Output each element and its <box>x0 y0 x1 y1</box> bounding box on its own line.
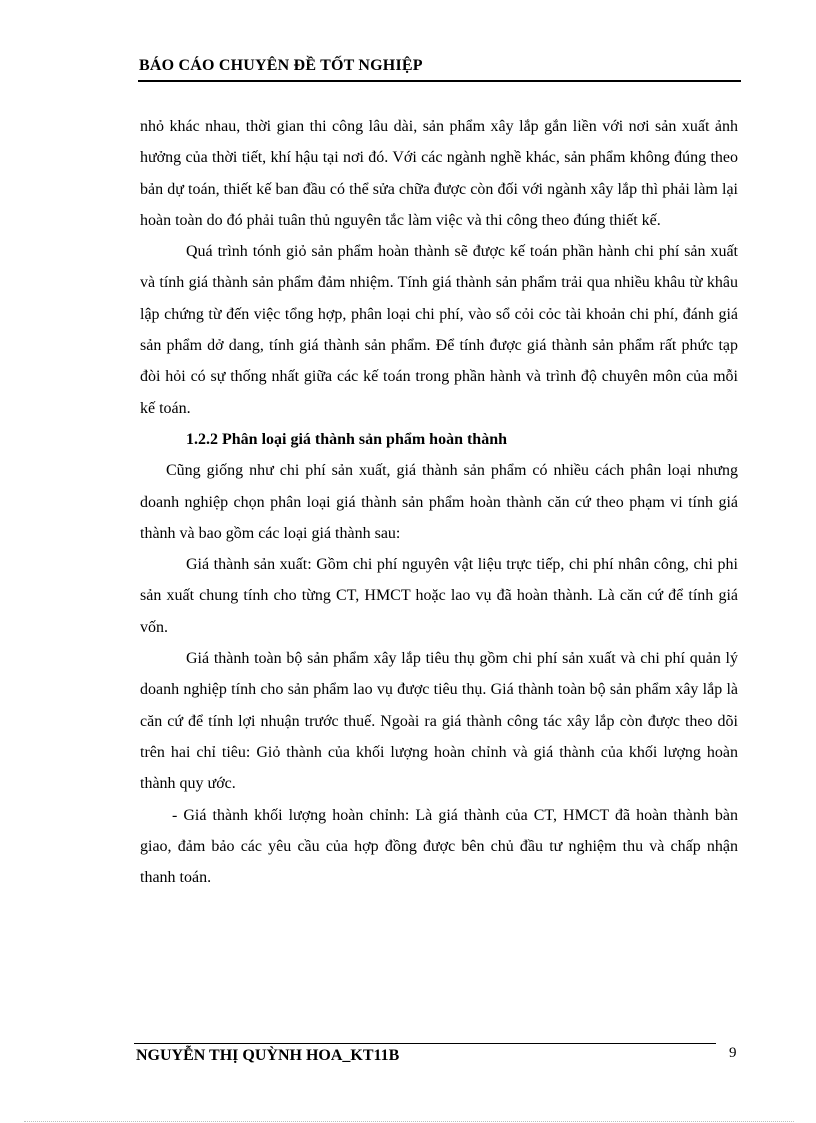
footer-rule <box>134 1043 716 1044</box>
footer-author: NGUYỄN THỊ QUỲNH HOA_KT11B <box>136 1047 400 1064</box>
page-bottom-edge <box>24 1121 794 1122</box>
paragraph-total-cost: Giá thành toàn bộ sản phẩm xây lắp tiêu thụ gồm chi phí sản xuất và chi phí quản lý doanh nghiệp tính cho sản phẩm lao vụ được tiêu thụ. Giá thành toàn bộ sản phẩm xây lắp là căn cứ để tính lợi nhuận trước thuế. Ngoài ra giá thành công tác xây lắp còn được theo dõi trên hai chỉ tiêu: Giỏ thành của khối lượng hoàn chỉnh và giá thành của khối lượng hoàn thành quy ước. <box>140 650 738 793</box>
header-rule <box>138 80 741 82</box>
body-text <box>140 111 738 893</box>
paragraph-complete-volume: - Giá thành khối lượng hoàn chỉnh: Là giá thành của CT, HMCT đã hoàn thành bàn giao, đảm bảo các yêu cầu của hợp đồng được bên chủ đầu tư nghiệm thu và chấp nhận thanh toán. <box>140 806 738 887</box>
paragraph-process: Quá trình tónh giỏ sản phẩm hoàn thành sẽ được kế toán phần hành chi phí sản xuất và tính giá thành sản phẩm đảm nhiệm. Tính giá thành sản phẩm trải qua nhiều khâu từ khâu lập chứng từ đến việc tổng hợp, phân loại chi phí, vào sổ cỏi cỏc tài khoản chi phí, đánh giá sản phẩm dở dang, tính giá thành sản phẩm. Để tính được giá thành sản phẩm rất phức tạp đòi hỏi có sự thống nhất giữa các kế toán trong phần hành và trình độ chuyên môn của mỗi kế toán. <box>140 243 738 417</box>
paragraph-production-cost: Giá thành sản xuất: Gồm chi phí nguyên vật liệu trực tiếp, chi phí nhân công, chi phi sản xuất chung tính cho từng CT, HMCT hoặc lao vụ đã hoàn thành. Là căn cứ để tính giá vốn. <box>140 556 738 636</box>
section-heading: 1.2.2 Phân loại giá thành sản phẩm hoàn thành <box>186 430 507 448</box>
page-number: 9 <box>729 1045 737 1061</box>
running-header-title: BÁO CÁO CHUYÊN ĐỀ TỐT NGHIỆP <box>139 57 423 74</box>
paragraph-classification: Cũng giống như chi phí sản xuất, giá thành sản phẩm có nhiều cách phân loại nhưng doanh nghiệp chọn phân loại giá thành sản phẩm hoàn thành căn cứ theo phạm vi tính giá thành và bao gồm các loại giá thành sau: <box>140 462 738 542</box>
paragraph-continuation: nhỏ khác nhau, thời gian thi công lâu dài, sản phẩm xây lắp gắn liền với nơi sản xuất ảnh hưởng của thời tiết, khí hậu tại nơi đó. Với các ngành nghề khác, sản phẩm không đúng theo bản dự toán, thiết kế ban đầu có thể sửa chữa được còn đối với ngành xây lắp thì phải làm lại hoàn toàn do đó phải tuân thủ nguyên tắc làm việc và thi công theo đúng thiết kế. <box>140 118 738 229</box>
